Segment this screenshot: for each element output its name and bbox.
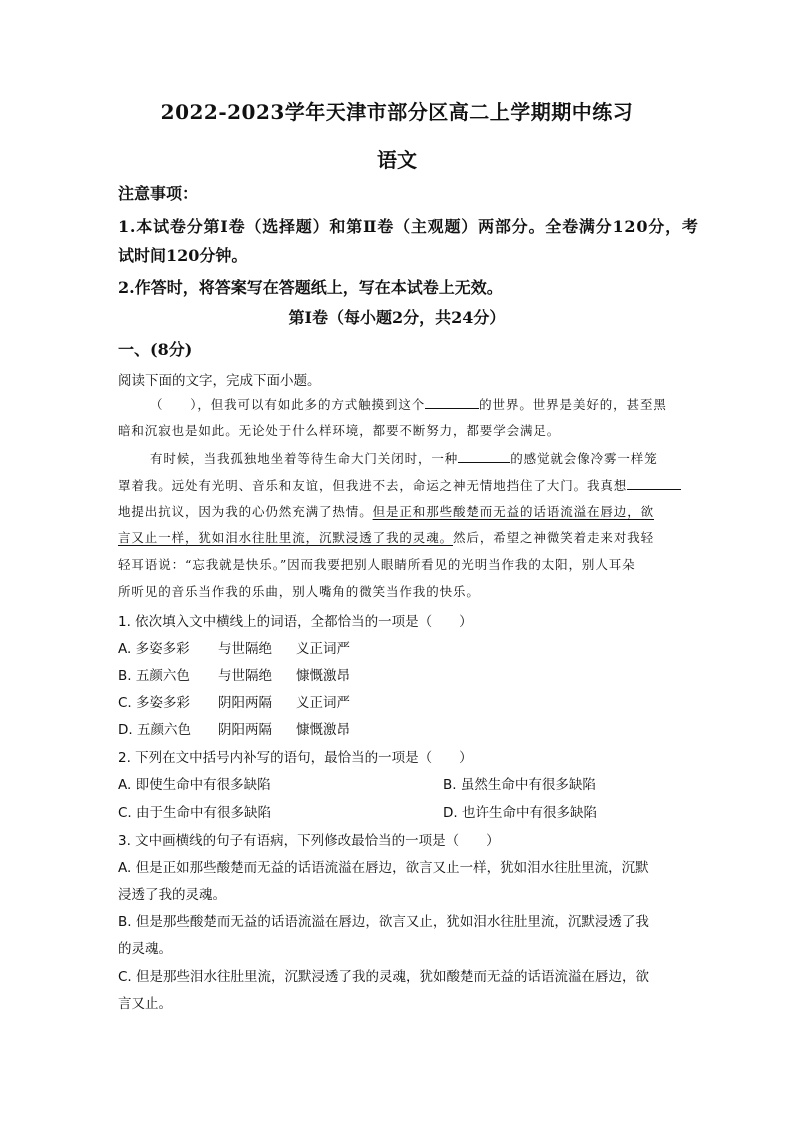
option-word: 义正词严 bbox=[296, 641, 350, 657]
question-2-stem: 2. 下列在文中括号内补写的语句，最恰当的一项是（ ） bbox=[118, 750, 473, 766]
q3-option-b[interactable]: B. 但是那些酸楚而无益的话语流溢在唇边，欲言又止，犹如泪水往肚里流，沉默浸透了我 bbox=[118, 914, 649, 930]
option-word: D. 五颜六色 bbox=[118, 722, 191, 738]
option-word: 义正词严 bbox=[296, 695, 350, 711]
section-title: 第Ⅰ卷（每小题2分，共24分） bbox=[288, 308, 506, 327]
q2-option-b[interactable]: B. 虽然生命中有很多缺陷 bbox=[443, 777, 596, 793]
underlined-sentence: 但是正和那些酸楚而无益的话语流溢在唇边，欲 bbox=[372, 504, 655, 519]
underlined-sentence: 言又止一样，犹如泪水往肚里流，沉默浸透了我的灵魂。 bbox=[118, 530, 454, 545]
q3-option-c-continued: 言又止。 bbox=[118, 996, 172, 1012]
q2-option-d[interactable]: D. 也许生命中有很多缺陷 bbox=[443, 805, 597, 821]
notice-item-2: 2.作答时，将答案写在答题纸上，写在本试卷上无效。 bbox=[118, 278, 503, 297]
fill-blank-2 bbox=[458, 450, 510, 463]
option-word: 阴阳两隔 bbox=[218, 722, 272, 738]
passage-line bbox=[150, 449, 680, 467]
q3-option-b-continued: 的灵魂。 bbox=[118, 941, 172, 957]
passage-line bbox=[118, 502, 678, 520]
passage-text: 的感觉就会像冷雾一样笼 bbox=[510, 451, 658, 466]
passage-text: 的世界。世界是美好的，甚至黑 bbox=[479, 397, 667, 412]
passage-line: 轻耳语说：“忘我就是快乐。”因而我要把别人眼睛所看见的光明当作我的太阳，别人耳朵 bbox=[118, 557, 636, 572]
question-3-stem: 3. 文中画横线的句子有语病，下列修改最恰当的一项是（ ） bbox=[118, 833, 500, 849]
q3-option-a[interactable]: A. 但是正如那些酸楚而无益的话语流溢在唇边，欲言又止一样，犹如泪水往肚里流，沉默 bbox=[118, 860, 649, 876]
q3-option-c[interactable]: C. 但是那些泪水往肚里流，沉默浸透了我的灵魂，犹如酸楚而无益的话语流溢在唇边，欲 bbox=[118, 969, 650, 985]
passage-text: （ ），但我可以有如此多的方式触摸到这个 bbox=[150, 397, 426, 412]
q2-option-c[interactable]: C. 由于生命中有很多缺陷 bbox=[118, 805, 272, 821]
part-one-heading: 一、(8分) bbox=[118, 340, 193, 359]
q1-option-c[interactable] bbox=[118, 691, 350, 711]
option-word: 与世隔绝 bbox=[218, 668, 272, 684]
passage-line bbox=[118, 528, 678, 546]
option-word: 慷慨激昂 bbox=[296, 668, 350, 684]
q1-option-b[interactable] bbox=[118, 664, 350, 684]
passage-line: 所听见的音乐当作我的乐曲，别人嘴角的微笑当作我的快乐。 bbox=[118, 584, 480, 599]
option-word: 阴阳两隔 bbox=[218, 695, 272, 711]
q1-option-a[interactable] bbox=[118, 637, 350, 657]
fill-blank-3 bbox=[627, 477, 681, 490]
notice-item-1-line-1: 1.本试卷分第Ⅰ卷（选择题）和第Ⅱ卷（主观题）两部分。全卷满分120分，考 bbox=[118, 217, 699, 236]
q3-option-a-continued: 浸透了我的灵魂。 bbox=[118, 887, 226, 903]
passage-text: 有时候，当我孤独地坐着等待生命大门关闭时，一种 bbox=[150, 451, 459, 466]
subject-title: 语文 bbox=[377, 148, 417, 172]
option-word: 慷慨激昂 bbox=[296, 722, 350, 738]
q2-option-a[interactable]: A. 即使生命中有很多缺陷 bbox=[118, 777, 271, 793]
passage-text: 然后，希望之神微笑着走来对我轻 bbox=[453, 530, 655, 545]
passage-text: 罩着我。远处有光明、音乐和友谊，但我进不去，命运之神无情地挡住了大门。我真想 bbox=[118, 478, 628, 493]
option-word: A. 多姿多彩 bbox=[118, 641, 190, 657]
notice-item-1-line-2: 试时间120分钟。 bbox=[118, 246, 248, 265]
notice-heading: 注意事项： bbox=[118, 184, 199, 203]
exam-title: 2022-2023学年天津市部分区高二上学期期中练习 bbox=[160, 100, 634, 124]
passage-line bbox=[118, 476, 678, 494]
passage-text: 地提出抗议，因为我的心仍然充满了热情。 bbox=[118, 504, 373, 519]
fill-blank-1 bbox=[425, 396, 479, 409]
passage-line: 暗和沉寂也是如此。无论处于什么样环境，都要不断努力，都要学会满足。 bbox=[118, 423, 561, 438]
passage-line bbox=[150, 395, 680, 413]
part-one-instruction: 阅读下面的文字，完成下面小题。 bbox=[118, 373, 321, 389]
option-word: 与世隔绝 bbox=[218, 641, 272, 657]
question-1-stem: 1. 依次填入文中横线上的词语，全都恰当的一项是（ ） bbox=[118, 614, 473, 630]
option-word: C. 多姿多彩 bbox=[118, 695, 191, 711]
option-word: B. 五颜六色 bbox=[118, 668, 190, 684]
q1-option-d[interactable] bbox=[118, 718, 350, 738]
